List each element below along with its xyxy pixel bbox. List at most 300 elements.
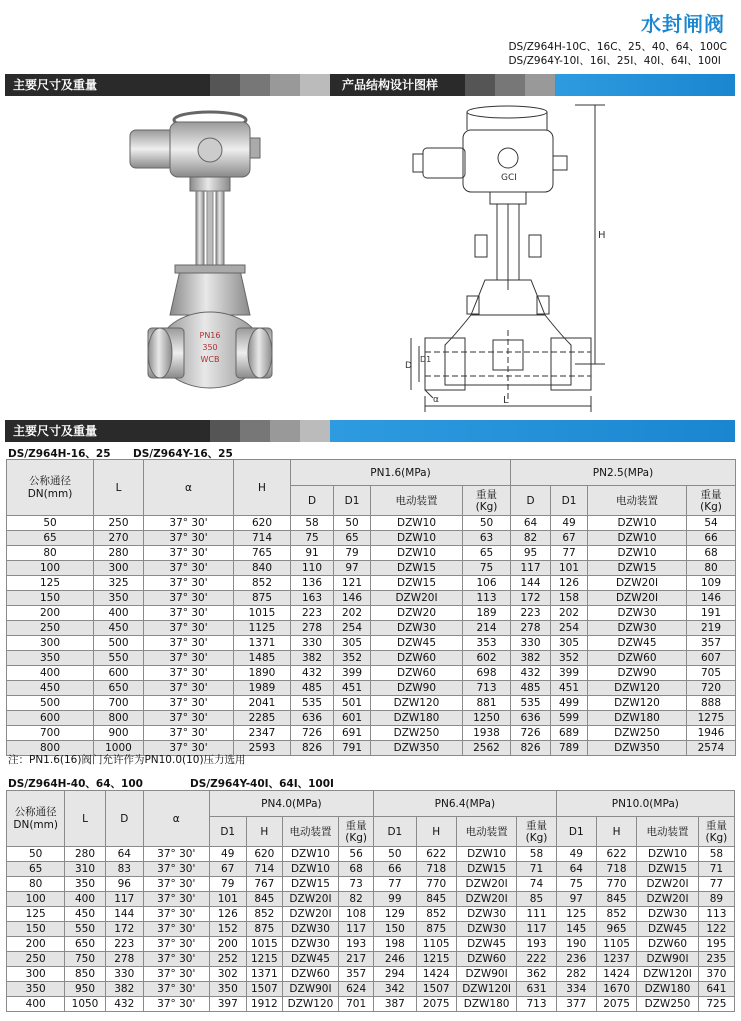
table-cell: DZW10	[282, 847, 338, 862]
table-row	[7, 997, 735, 1012]
table-cell: DZW15	[282, 877, 338, 892]
table-cell: 1250	[463, 711, 511, 726]
table-cell: 66	[687, 531, 736, 546]
table-cell: 280	[94, 546, 144, 561]
table-cell: 362	[517, 967, 556, 982]
table-cell: 875	[234, 591, 291, 606]
drawing-label-alpha: α	[433, 395, 439, 405]
drawing-logo: GCI	[501, 173, 517, 183]
table-cell: 223	[511, 606, 551, 621]
table-row	[7, 907, 735, 922]
col-weight: 重量 (Kg)	[517, 817, 556, 847]
table-cell: 37° 30'	[144, 591, 234, 606]
table-cell: 350	[94, 591, 144, 606]
table-cell: 357	[339, 967, 374, 982]
table2-body	[7, 847, 735, 1012]
table-row	[7, 711, 736, 726]
table-cell: 65	[334, 531, 371, 546]
note: 注：PN1.6(16)阀门允许作为PN10.0(10)压力选用	[8, 754, 246, 766]
table-cell: 111	[517, 907, 556, 922]
table-cell: DZW90I	[637, 952, 699, 967]
table-cell: DZW10	[371, 516, 463, 531]
table-cell: 77	[698, 877, 734, 892]
table-cell: 602	[463, 651, 511, 666]
table-cell: DZW10	[371, 546, 463, 561]
table-cell: 325	[94, 576, 144, 591]
table-cell: 37° 30'	[143, 907, 209, 922]
photo-marking-2: 350	[202, 343, 218, 352]
table-cell: 254	[334, 621, 371, 636]
table-cell: 700	[94, 696, 144, 711]
table-cell: 126	[551, 576, 588, 591]
table-cell: 499	[551, 696, 588, 711]
table-cell: 37° 30'	[144, 636, 234, 651]
table-cell: 50	[374, 847, 416, 862]
col-d1: D1	[551, 486, 588, 516]
table-cell: 950	[65, 982, 105, 997]
table-cell: 852	[246, 907, 282, 922]
table-cell: 49	[209, 847, 246, 862]
table-cell: 600	[7, 711, 94, 726]
table-cell: 77	[551, 546, 588, 561]
table-cell: DZW30	[637, 907, 699, 922]
col-d1: D1	[334, 486, 371, 516]
table-cell: 252	[209, 952, 246, 967]
table-cell: 330	[105, 967, 143, 982]
table-cell: DZW20I	[371, 591, 463, 606]
drawing-label-l: L	[503, 395, 509, 406]
table-cell: 117	[511, 561, 551, 576]
table-cell: 770	[416, 877, 456, 892]
table-row	[7, 922, 735, 937]
table-cell: DZW60	[456, 952, 516, 967]
table-cell: 223	[105, 937, 143, 952]
table-cell: 63	[463, 531, 511, 546]
col-alpha: α	[144, 460, 234, 516]
table-cell: 254	[551, 621, 588, 636]
table-cell: 97	[556, 892, 596, 907]
table-cell: 450	[7, 681, 94, 696]
table-cell: 82	[339, 892, 374, 907]
table-cell: DZW30	[588, 621, 687, 636]
table-cell: 80	[687, 561, 736, 576]
table-cell: 37° 30'	[143, 937, 209, 952]
table-cell: DZW45	[282, 952, 338, 967]
group-pn100: PN10.0(MPa)	[556, 791, 734, 817]
col-h: H	[234, 460, 291, 516]
table-row	[7, 606, 736, 621]
table-cell: 350	[209, 982, 246, 997]
table-cell: 1015	[234, 606, 291, 621]
section-title-dimensions: 主要尺寸及重量	[5, 74, 210, 96]
table-cell: 75	[291, 531, 334, 546]
table-cell: 357	[687, 636, 736, 651]
table-cell: 77	[374, 877, 416, 892]
table-cell: 852	[234, 576, 291, 591]
col-h: H	[596, 817, 636, 847]
table-cell: 1890	[234, 666, 291, 681]
col-actuator: 电动装置	[282, 817, 338, 847]
table-cell: 121	[334, 576, 371, 591]
table-cell: 485	[511, 681, 551, 696]
table-cell: 37° 30'	[143, 892, 209, 907]
table-cell: 250	[7, 952, 65, 967]
table-row	[7, 681, 736, 696]
table-cell: DZW20	[371, 606, 463, 621]
table-cell: DZW45	[588, 636, 687, 651]
table-cell: 158	[551, 591, 588, 606]
table-cell: 2041	[234, 696, 291, 711]
table-cell: DZW250	[637, 997, 699, 1012]
table-cell: 1989	[234, 681, 291, 696]
section-title-drawing: 产品结构设计图样	[330, 74, 465, 96]
table-cell: 770	[596, 877, 636, 892]
table-cell: 37° 30'	[144, 681, 234, 696]
table-cell: 125	[7, 907, 65, 922]
table2-caption-b: DS/Z964Y-40Ⅰ、64Ⅰ、100Ⅰ	[190, 778, 334, 790]
section-title-table: 主要尺寸及重量	[5, 420, 210, 442]
drawing-label-h: H	[598, 230, 606, 241]
table-cell: 125	[556, 907, 596, 922]
table-cell: 172	[511, 591, 551, 606]
table-cell: 150	[374, 922, 416, 937]
table-row	[7, 561, 736, 576]
table-cell: 382	[291, 651, 334, 666]
table-cell: 450	[65, 907, 105, 922]
table-cell: 54	[687, 516, 736, 531]
table-cell: 726	[291, 726, 334, 741]
table-cell: 193	[339, 937, 374, 952]
spec-table-pn40-100	[6, 790, 735, 1012]
table-cell: 1485	[234, 651, 291, 666]
table-cell: 195	[698, 937, 734, 952]
table-cell: 101	[209, 892, 246, 907]
table-cell: DZW120I	[456, 982, 516, 997]
table-cell: 400	[7, 997, 65, 1012]
model-line-2: DS/Z964Y-10Ⅰ、16Ⅰ、25Ⅰ、40Ⅰ、64Ⅰ、100Ⅰ	[508, 55, 721, 67]
table-cell: DZW120I	[637, 967, 699, 982]
table-cell: DZW30	[456, 922, 516, 937]
table-cell: 718	[416, 862, 456, 877]
table-cell: 126	[209, 907, 246, 922]
table-cell: 67	[551, 531, 588, 546]
table-cell: 789	[551, 741, 588, 756]
table-cell: 353	[463, 636, 511, 651]
col-d: D	[291, 486, 334, 516]
table-cell: 300	[7, 636, 94, 651]
table-cell: 342	[374, 982, 416, 997]
table-cell: 1424	[416, 967, 456, 982]
table-cell: 1215	[416, 952, 456, 967]
table-cell: 1105	[416, 937, 456, 952]
table-cell: 50	[7, 847, 65, 862]
col-actuator: 电动装置	[371, 486, 463, 516]
table-cell: 620	[246, 847, 282, 862]
table-cell: 550	[94, 651, 144, 666]
col-weight: 重量 (Kg)	[687, 486, 736, 516]
table-cell: 97	[334, 561, 371, 576]
table-cell: 850	[65, 967, 105, 982]
table-cell: 37° 30'	[144, 651, 234, 666]
table-cell: 1215	[246, 952, 282, 967]
table-cell: DZW250	[371, 726, 463, 741]
table-cell: 800	[94, 711, 144, 726]
table-cell: 451	[551, 681, 588, 696]
table-cell: 607	[687, 651, 736, 666]
table-cell: 382	[511, 651, 551, 666]
table-cell: 152	[209, 922, 246, 937]
table-cell: 432	[511, 666, 551, 681]
table-cell: 622	[596, 847, 636, 862]
table-cell: 65	[463, 546, 511, 561]
table-cell: 95	[511, 546, 551, 561]
group-pn40: PN4.0(MPa)	[209, 791, 373, 817]
table-cell: 302	[209, 967, 246, 982]
table-cell: 624	[339, 982, 374, 997]
table-cell: 58	[291, 516, 334, 531]
table-cell: 37° 30'	[144, 516, 234, 531]
table-cell: 278	[511, 621, 551, 636]
table-cell: DZW90I	[456, 967, 516, 982]
table-cell: 888	[687, 696, 736, 711]
table-cell: 73	[339, 877, 374, 892]
table-cell: DZW10	[371, 531, 463, 546]
col-d: D	[105, 791, 143, 847]
table-cell: 37° 30'	[143, 952, 209, 967]
table-cell: DZW120	[588, 696, 687, 711]
table-cell: DZW180	[588, 711, 687, 726]
table-cell: 193	[517, 937, 556, 952]
table-cell: DZW20I	[282, 892, 338, 907]
table-cell: 2593	[234, 741, 291, 756]
table-cell: 117	[339, 922, 374, 937]
table-cell: 37° 30'	[144, 606, 234, 621]
page-title: 水封闸阀	[641, 12, 725, 36]
table-cell: 75	[463, 561, 511, 576]
table-cell: 714	[246, 862, 282, 877]
table-row	[7, 967, 735, 982]
table-cell: 1946	[687, 726, 736, 741]
table-cell: 79	[209, 877, 246, 892]
model-line-1: DS/Z964H-10C、16C、25、40、64、100C	[508, 41, 727, 53]
table-cell: 50	[463, 516, 511, 531]
table-cell: 250	[7, 621, 94, 636]
table-row	[7, 862, 735, 877]
table-cell: DZW20I	[588, 591, 687, 606]
drawing-label-d: D	[405, 361, 412, 371]
table-cell: 2347	[234, 726, 291, 741]
col-h: H	[416, 817, 456, 847]
table-cell: 1050	[65, 997, 105, 1012]
table-cell: 64	[511, 516, 551, 531]
table-cell: 50	[7, 516, 94, 531]
table-cell: 58	[517, 847, 556, 862]
table-cell: 101	[551, 561, 588, 576]
table-cell: DZW180	[371, 711, 463, 726]
table-cell: 189	[463, 606, 511, 621]
table1-caption-b: DS/Z964Y-16、25	[133, 448, 233, 460]
table-cell: DZW180	[637, 982, 699, 997]
table-cell: 37° 30'	[144, 741, 234, 756]
table-cell: 2562	[463, 741, 511, 756]
table-cell: DZW45	[371, 636, 463, 651]
table-cell: 294	[374, 967, 416, 982]
table-cell: DZW10	[456, 847, 516, 862]
table-cell: 37° 30'	[143, 982, 209, 997]
table-cell: 144	[105, 907, 143, 922]
table-cell: 144	[511, 576, 551, 591]
table-cell: 875	[246, 922, 282, 937]
table-cell: 91	[291, 546, 334, 561]
table-cell: DZW10	[637, 847, 699, 862]
table-cell: 767	[246, 877, 282, 892]
table-cell: 150	[7, 591, 94, 606]
col-d1: D1	[374, 817, 416, 847]
table-row	[7, 726, 736, 741]
table-cell: 190	[556, 937, 596, 952]
col-dn: 公称通径 DN(mm)	[7, 791, 65, 847]
table-cell: 64	[105, 847, 143, 862]
table-cell: 100	[7, 892, 65, 907]
table-cell: 79	[334, 546, 371, 561]
table-cell: 96	[105, 877, 143, 892]
group-pn64: PN6.4(MPa)	[374, 791, 556, 817]
table-cell: 202	[551, 606, 588, 621]
table-cell: 500	[94, 636, 144, 651]
table-cell: 432	[291, 666, 334, 681]
table-cell: DZW60	[282, 967, 338, 982]
table-cell: 713	[463, 681, 511, 696]
table-cell: 700	[7, 726, 94, 741]
table-cell: 1125	[234, 621, 291, 636]
table-row	[7, 696, 736, 711]
table-cell: 66	[374, 862, 416, 877]
table-cell: 2285	[234, 711, 291, 726]
table-cell: 89	[698, 892, 734, 907]
table-cell: 202	[334, 606, 371, 621]
table-cell: 397	[209, 997, 246, 1012]
table-cell: 330	[291, 636, 334, 651]
table-row	[7, 982, 735, 997]
group-pn16: PN1.6(MPa)	[291, 460, 511, 486]
table-cell: 200	[7, 937, 65, 952]
table-cell: 713	[517, 997, 556, 1012]
col-weight: 重量 (Kg)	[698, 817, 734, 847]
table-cell: 113	[463, 591, 511, 606]
table-cell: 599	[551, 711, 588, 726]
table-cell: DZW15	[456, 862, 516, 877]
table-cell: DZW60	[588, 651, 687, 666]
table-cell: 352	[334, 651, 371, 666]
table-cell: DZW45	[456, 937, 516, 952]
table-cell: 1670	[596, 982, 636, 997]
table-cell: 875	[416, 922, 456, 937]
table-cell: 501	[334, 696, 371, 711]
table-cell: DZW30	[371, 621, 463, 636]
table-cell: DZW120	[588, 681, 687, 696]
table-cell: 37° 30'	[144, 621, 234, 636]
table-cell: 2574	[687, 741, 736, 756]
table-cell: DZW180	[456, 997, 516, 1012]
col-actuator: 电动装置	[588, 486, 687, 516]
table-cell: 74	[517, 877, 556, 892]
table-cell: 1371	[246, 967, 282, 982]
table-cell: 650	[65, 937, 105, 952]
table-cell: DZW120	[371, 696, 463, 711]
table-cell: 400	[7, 666, 94, 681]
table-cell: 37° 30'	[143, 997, 209, 1012]
table-cell: 399	[334, 666, 371, 681]
table-cell: 58	[698, 847, 734, 862]
table-cell: 172	[105, 922, 143, 937]
table-cell: 246	[374, 952, 416, 967]
table-cell: 80	[7, 546, 94, 561]
table-cell: 620	[234, 516, 291, 531]
table-cell: 720	[687, 681, 736, 696]
table-cell: 641	[698, 982, 734, 997]
table-cell: 718	[596, 862, 636, 877]
table-cell: DZW15	[371, 561, 463, 576]
table-cell: 305	[551, 636, 588, 651]
table-cell: 71	[698, 862, 734, 877]
table-cell: 235	[698, 952, 734, 967]
table-cell: 163	[291, 591, 334, 606]
table-cell: 150	[7, 922, 65, 937]
table-cell: 852	[416, 907, 456, 922]
table-cell: 71	[517, 862, 556, 877]
table-row	[7, 531, 736, 546]
table-row	[7, 877, 735, 892]
table-cell: DZW10	[588, 546, 687, 561]
table-cell: 117	[517, 922, 556, 937]
table-cell: 49	[551, 516, 588, 531]
table-cell: 714	[234, 531, 291, 546]
col-weight: 重量 (Kg)	[463, 486, 511, 516]
table-cell: 636	[511, 711, 551, 726]
structure-drawing	[405, 100, 620, 415]
table-cell: 65	[7, 531, 94, 546]
table-cell: 80	[7, 877, 65, 892]
table-cell: 50	[334, 516, 371, 531]
table1-caption-a: DS/Z964H-16、25	[8, 448, 111, 460]
table-cell: DZW90	[371, 681, 463, 696]
section-bar-mid	[5, 420, 735, 442]
table-cell: 250	[94, 516, 144, 531]
table-cell: DZW15	[588, 561, 687, 576]
table-cell: 881	[463, 696, 511, 711]
table-cell: 765	[234, 546, 291, 561]
table-cell: 845	[596, 892, 636, 907]
table-row	[7, 847, 735, 862]
table-cell: 352	[551, 651, 588, 666]
table-cell: 198	[374, 937, 416, 952]
table-cell: DZW60	[371, 666, 463, 681]
col-actuator: 电动装置	[456, 817, 516, 847]
table-cell: 37° 30'	[144, 561, 234, 576]
col-d: D	[511, 486, 551, 516]
col-d1: D1	[209, 817, 246, 847]
table-cell: 82	[511, 531, 551, 546]
table-cell: 387	[374, 997, 416, 1012]
table-cell: 750	[65, 952, 105, 967]
table-cell: 109	[687, 576, 736, 591]
table-cell: DZW60	[371, 651, 463, 666]
table-cell: 451	[334, 681, 371, 696]
table-cell: DZW60	[637, 937, 699, 952]
table-cell: 350	[7, 982, 65, 997]
table-cell: 601	[334, 711, 371, 726]
table-cell: 37° 30'	[144, 696, 234, 711]
